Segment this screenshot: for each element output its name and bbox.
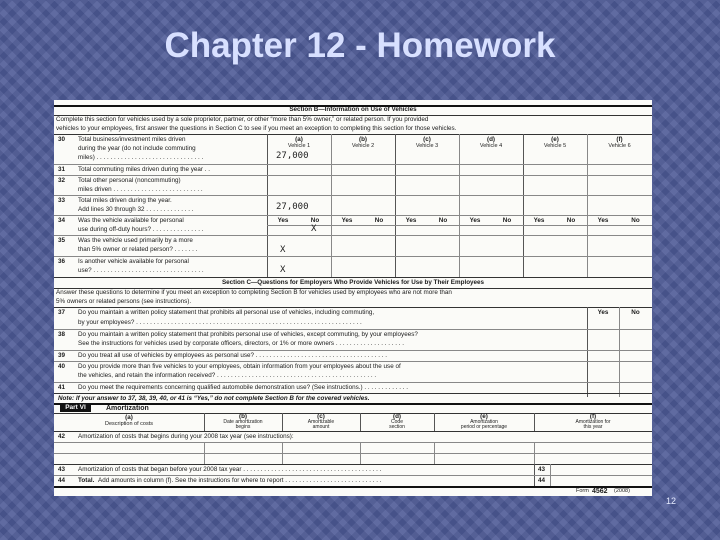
line-37-number: 37: [58, 309, 66, 316]
line-42-number: 42: [58, 433, 66, 440]
vehicle-3-letter: (c): [423, 136, 431, 143]
no-label-v6: No: [631, 217, 640, 224]
no-label-v2: No: [374, 217, 384, 224]
yes-label-v1: Yes: [277, 217, 289, 224]
line-34-vehicle-1-no-mark: X: [311, 224, 317, 234]
amort-col-b-label-2: begins: [235, 424, 251, 430]
line-38-number: 38: [58, 331, 66, 338]
line-32-text-2: miles driven . . . . . . . . . . . . . . . . . . . . . . . . . .: [78, 186, 203, 193]
amort-col-e-label-2: period or percentage: [460, 424, 508, 430]
amort-col-f-label-1: Amortization for: [575, 419, 611, 425]
section-c-note: Note: If your answer to 37, 38, 39, 40, or 41 is “Yes,” do not complete Section B for the covered vehicles.: [58, 395, 370, 402]
line-43-box-number: 43: [538, 466, 546, 473]
vehicle-1-letter: (a): [295, 136, 303, 143]
section-b-table-top: [54, 134, 652, 135]
line-39-number: 39: [58, 352, 66, 359]
line-31-number: 31: [58, 166, 66, 173]
amort-col-d-label-1: Code: [391, 419, 403, 425]
no-label-v3: No: [438, 217, 448, 224]
line-30-text-2: during the year (do not include commuting: [78, 145, 196, 152]
line-37-text-1: Do you maintain a written policy statement that prohibits all personal use of vehicles, including commuting,: [78, 309, 375, 316]
footer-form-label: Form: [576, 488, 589, 494]
part-vi-tag: Part VI: [60, 404, 91, 412]
slide-title: Chapter 12 - Homework: [164, 26, 556, 65]
line-30-text-1: Total business/investment miles driven: [78, 136, 186, 143]
form-4562-page: [54, 100, 652, 496]
yes-label-v5: Yes: [533, 217, 545, 224]
line-36-text-2: use? . . . . . . . . . . . . . . . . . . . . . . . . . . . . . . . .: [78, 267, 204, 274]
line-39-text: Do you treat all use of vehicles by employees as personal use? . . . . . . . . . . . . . . . . . . . . . . . . . . . . . . . . . . . . . .: [78, 352, 388, 359]
yes-label-v2: Yes: [341, 217, 353, 224]
vehicle-5-letter: (e): [551, 136, 559, 143]
vehicle-1-label: Vehicle 1: [287, 143, 311, 149]
no-label-v1: No: [310, 217, 320, 224]
line-35-text-1: Was the vehicle used primarily by a more: [78, 237, 193, 244]
line-34-text-1: Was the vehicle available for personal: [78, 217, 184, 224]
line-33-text-2: Add lines 30 through 32 . . . . . . . . . . . . . .: [78, 206, 194, 213]
amort-col-f-label-2: this year: [583, 424, 603, 430]
section-c-yes-header: Yes: [597, 309, 609, 316]
amort-col-d-label-2: section: [389, 424, 405, 430]
line-44-label: Total.: [78, 477, 95, 484]
line-30-vehicle-1-value: 27,000: [276, 151, 309, 161]
line-32-number: 32: [58, 177, 66, 184]
section-c-no-header: No: [631, 309, 640, 316]
amort-col-c-letter: (c): [317, 413, 325, 420]
line-41-number: 41: [58, 384, 66, 391]
section-b-intro-1: Complete this section for vehicles used by a sole proprietor, partner, or other “more than 5% owner,” or related person. If you provided: [56, 116, 429, 123]
section-c-intro-2: 5% owners or related persons (see instructions).: [56, 298, 192, 305]
line-30-number: 30: [58, 136, 66, 143]
line-34-number: 34: [58, 217, 66, 224]
amort-col-a-label: Description of costs: [105, 421, 153, 427]
line-33-number: 33: [58, 197, 66, 204]
line-32-text-1: Total other personal (noncommuting): [78, 177, 181, 184]
line-44-number: 44: [58, 477, 66, 484]
part-vi-title: Amortization: [106, 405, 149, 412]
line-36-vehicle-1-yes-mark: X: [280, 265, 286, 275]
line-33-vehicle-1-value: 27,000: [276, 202, 309, 212]
yes-label-v3: Yes: [405, 217, 417, 224]
footer-form-year: (2008): [614, 488, 630, 494]
vehicle-6-label: Vehicle 6: [608, 143, 631, 149]
line-36-text-1: Is another vehicle available for personal: [78, 258, 189, 265]
vehicle-6-letter: (f): [616, 136, 623, 143]
vehicle-2-letter: (b): [358, 136, 368, 143]
line-38-text-2: See the instructions for vehicles used by corporate officers, directors, or 1% or more owners . . . . . . . . . . . . . . . . . . . .: [78, 340, 405, 347]
amort-col-e-label-1: Amortization: [470, 419, 498, 425]
section-c-title: Section C—Questions for Employers Who Provide Vehicles for Use by Their Employees: [221, 279, 485, 286]
line-40-text-1: Do you provide more than five vehicles to your employees, obtain information from your employees about the use of: [78, 363, 401, 370]
no-label-v4: No: [502, 217, 512, 224]
line-33-text-1: Total miles driven during the year.: [78, 197, 172, 204]
line-41-text: Do you meet the requirements concerning qualified automobile demonstration use? (See instructions.) . . . . . . . . . . . . .: [78, 384, 409, 391]
line-43-number: 43: [58, 466, 66, 473]
line-34-text-2: use during off-duty hours? . . . . . . . . . . . . . . .: [78, 226, 204, 233]
line-38-text-1: Do you maintain a written policy statement that prohibits personal use of vehicles, except commuting, by your employees?: [78, 331, 418, 338]
vehicle-5-label: Vehicle 5: [543, 143, 567, 149]
line-36-number: 36: [58, 258, 66, 265]
amort-col-e-letter: (e): [480, 413, 488, 420]
line-40-number: 40: [58, 363, 66, 370]
line-42-text: Amortization of costs that begins during your 2008 tax year (see instructions):: [78, 433, 294, 440]
line-35-vehicle-1-yes-mark: X: [280, 245, 286, 255]
amort-col-b-letter: (b): [238, 413, 248, 420]
line-31-text: Total commuting miles driven during the year . .: [78, 166, 210, 173]
line-35-text-2: than 5% owner or related person? . . . . . . .: [78, 246, 198, 253]
line-43-text: Amortization of costs that began before your 2008 tax year . . . . . . . . . . . . . . . . . . . . . . . . . . . . . . . . . . . . . . . .: [78, 466, 382, 473]
footer-form-number: 4562: [592, 488, 608, 495]
yes-label-v4: Yes: [469, 217, 481, 224]
section-b-title: Section B—Information on Use of Vehicles: [289, 106, 417, 113]
slide-page-number: 12: [666, 496, 677, 506]
vehicle-3-label: Vehicle 3: [415, 143, 439, 149]
line-37-text-2: by your employees? . . . . . . . . . . . . . . . . . . . . . . . . . . . . . . . . . . . . . . . . . . . . . . . . . . . . . . . . . . . . . . . . .: [78, 319, 362, 326]
vehicle-4-letter: (d): [486, 136, 496, 143]
amort-col-a-letter: (a): [125, 414, 133, 421]
line-35-number: 35: [58, 237, 66, 244]
section-c-intro-1: Answer these questions to determine if you meet an exception to completing Section B for vehicles used by employees who are not more than: [56, 289, 452, 296]
amort-col-c-label-2: amount: [312, 424, 330, 430]
amort-col-f-letter: (f): [589, 413, 597, 420]
amort-col-d-letter: (d): [392, 413, 402, 420]
amort-col-c-label-1: Amortizable: [307, 419, 335, 425]
line-40-text-2: the vehicles, and retain the information received? . . . . . . . . . . . . . . . . . . . . . . . . . . . . . . . . . . . . . . . . . . . . . .: [78, 372, 377, 379]
section-b-intro-2: vehicles to your employees, first answer the questions in Section C to see if you meet an exception to completing this section for those vehicles.: [56, 125, 457, 132]
yes-label-v6: Yes: [597, 217, 609, 224]
line-30-text-3: miles) . . . . . . . . . . . . . . . . . . . . . . . . . . . . . . .: [78, 154, 204, 161]
no-label-v5: No: [566, 217, 576, 224]
line-44-text: Add amounts in column (f). See the instructions for where to report . . . . . . . . . . . . . . . . . . . . . . . . . . . .: [98, 477, 382, 484]
vehicle-4-label: Vehicle 4: [479, 143, 503, 149]
amort-col-b-label-1: Date amortization: [223, 419, 263, 425]
line-44-box-number: 44: [538, 477, 546, 484]
vehicle-2-label: Vehicle 2: [351, 143, 375, 149]
